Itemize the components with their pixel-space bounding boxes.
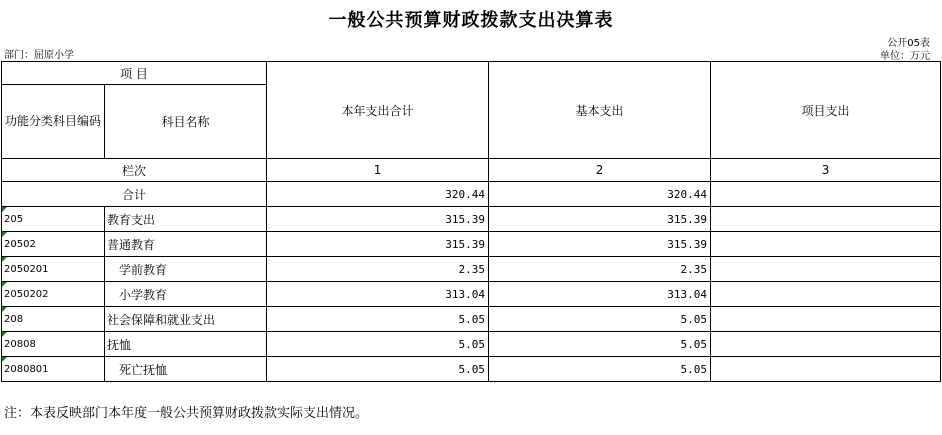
green-flag-icon [2,307,7,312]
row-basic-cell[interactable]: 315.39 [489,207,711,232]
row-name-cell[interactable]: 死亡抚恤 [105,357,267,382]
department-label: 部门：屈原小学 [4,50,74,61]
row-total-cell[interactable]: 315.39 [267,207,489,232]
lanci-1[interactable]: 1 [267,159,489,182]
table-row [2,232,941,257]
total-label[interactable]: 合计 [2,182,267,207]
header-item[interactable]: 项 目 [2,62,267,85]
row-project-cell[interactable] [711,232,941,257]
row-name-cell[interactable]: 普通教育 [105,232,267,257]
row-code-cell[interactable]: 2080801 [2,357,105,382]
row-name-cell[interactable]: 抚恤 [105,332,267,357]
row-name-cell[interactable]: 学前教育 [105,257,267,282]
table-row [2,332,941,357]
expenditure-table [1,61,941,382]
footnote: 注：本表反映部门本年度一般公共预算财政拨款实际支出情况。 [4,406,369,421]
unit-label: 单位：万元 [880,51,930,62]
row-project-cell[interactable] [711,332,941,357]
row-total-cell[interactable]: 315.39 [267,232,489,257]
total-project-cell[interactable] [711,182,941,207]
lanci-label[interactable]: 栏次 [2,159,267,182]
green-flag-icon [2,282,7,287]
row-name-cell[interactable]: 社会保障和就业支出 [105,307,267,332]
row-project-cell[interactable] [711,207,941,232]
green-flag-icon [2,257,7,262]
row-code-cell[interactable]: 2050202 [2,282,105,307]
row-total-cell[interactable]: 313.04 [267,282,489,307]
green-flag-icon [2,207,7,212]
row-total-cell[interactable]: 5.05 [267,307,489,332]
total-row [2,182,941,207]
green-flag-icon [2,357,7,362]
header-col-project[interactable]: 项目支出 [711,62,941,159]
row-project-cell[interactable] [711,307,941,332]
header-col-basic[interactable]: 基本支出 [489,62,711,159]
row-name-cell[interactable]: 教育支出 [105,207,267,232]
row-basic-cell[interactable]: 2.35 [489,257,711,282]
lanci-3[interactable]: 3 [711,159,941,182]
table-row [2,307,941,332]
table-row [2,257,941,282]
form-id: 公开05表 [887,38,930,49]
row-code-cell[interactable]: 2050201 [2,257,105,282]
table-row [2,357,941,382]
row-basic-cell[interactable]: 5.05 [489,307,711,332]
green-flag-icon [2,332,7,337]
header-subject-name[interactable]: 科目名称 [105,85,267,159]
row-code-cell[interactable]: 20808 [2,332,105,357]
row-total-cell[interactable]: 2.35 [267,257,489,282]
total-basic-cell[interactable]: 320.44 [489,182,711,207]
report-title: 一般公共预算财政拨款支出决算表 [328,10,614,31]
header-func-code[interactable]: 功能分类科目编码 [2,85,105,159]
row-project-cell[interactable] [711,257,941,282]
row-basic-cell[interactable]: 5.05 [489,357,711,382]
row-total-cell[interactable]: 5.05 [267,357,489,382]
row-total-cell[interactable]: 5.05 [267,332,489,357]
row-code-cell[interactable]: 205 [2,207,105,232]
row-code-cell[interactable]: 208 [2,307,105,332]
green-flag-icon [2,232,7,237]
row-name-cell[interactable]: 小学教育 [105,282,267,307]
total-total-cell[interactable]: 320.44 [267,182,489,207]
row-basic-cell[interactable]: 313.04 [489,282,711,307]
table-row [2,207,941,232]
table-row [2,282,941,307]
header-col-total[interactable]: 本年支出合计 [267,62,489,159]
row-project-cell[interactable] [711,282,941,307]
lanci-2[interactable]: 2 [489,159,711,182]
row-code-cell[interactable]: 20502 [2,232,105,257]
row-basic-cell[interactable]: 5.05 [489,332,711,357]
row-basic-cell[interactable]: 315.39 [489,232,711,257]
row-project-cell[interactable] [711,357,941,382]
